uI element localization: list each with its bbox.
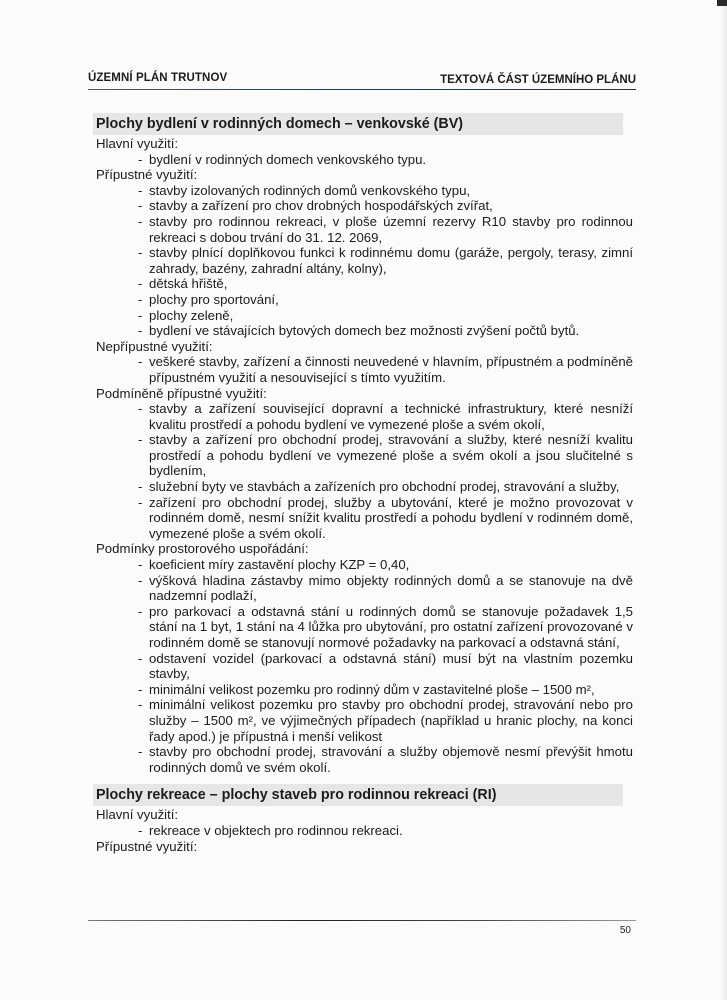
list-item: - plochy pro sportování, <box>138 292 633 308</box>
list-item: - minimální velikost pozemku pro stavby pro obchodní prodej, stravování nebo pro služby – 1500 m², ve výjimečných případech (například u hranic plochy, na konci řady apod.) je přípustná i menší velikost <box>138 697 633 744</box>
list-item: - bydlení ve stávajících bytových domech bez možnosti zvýšení počtů bytů. <box>138 323 633 339</box>
list-item: - plochy zeleně, <box>138 308 633 324</box>
list-item: - veškeré stavby, zařízení a činnosti neuvedené v hlavním, přípustném a podmíněně přípustném využití a nesouvisející s tímto využitím. <box>138 354 633 385</box>
list-item: - rekreace v objektech pro rodinnou rekreaci. <box>138 823 633 839</box>
list-hlavni <box>88 152 633 168</box>
list-podminky <box>88 557 633 775</box>
list-item: - stavby a zařízení pro obchodní prodej, stravování a služby, které nesníží kvalitu prostředí a pohodu bydlení ve vymezené ploše a svém okolí a jsou slučitelné s bydlením, <box>138 432 633 479</box>
page-content <box>88 113 633 854</box>
list-item: - zařízení pro obchodní prodej, služby a ubytování, které je možno provozovat v rodinném domě, nesmí snížit kvalitu prostředí a pohodu bydlení v rodinném domě, vymezené ploše a svém okolí. <box>138 495 633 542</box>
group-label-podminene: Podmíněně přípustné využití: <box>96 385 267 401</box>
list-hlavni <box>88 823 633 839</box>
section-bv <box>88 113 633 775</box>
group-label-hlavni: Hlavní využití: <box>96 136 179 151</box>
list-item: - koeficient míry zastavění plochy KZP = 0,40, <box>138 557 633 573</box>
list-nepripustne <box>88 354 633 385</box>
list-item: - odstavení vozidel (parkovací a odstavná stání) musí být na vlastním pozemku stavby, <box>138 651 633 682</box>
page-header <box>88 72 636 90</box>
list-item: - služební byty ve stavbách a zařízeních pro obchodní prodej, stravování a služby, <box>138 479 633 495</box>
list-item: - dětská hřiště, <box>138 276 633 292</box>
list-item: - výšková hladina zástavby mimo objekty rodinných domů a se stanovuje na dvě nadzemní podlaží, <box>138 573 633 604</box>
list-item: - stavby a zařízení související dopravní a technické infrastruktury, které nesníží kvalitu prostředí a pohodu bydlení ve vymezené ploše a svém okolí, <box>138 401 633 432</box>
header-divider <box>88 89 636 90</box>
scan-edge-shadow <box>721 0 727 1000</box>
document-part-title: TEXTOVÁ ČÁST ÚZEMNÍHO PLÁNU <box>440 74 636 86</box>
page-number: 50 <box>619 925 631 936</box>
footer-divider <box>88 920 636 921</box>
list-item: - stavby pro obchodní prodej, stravování a služby objemově nesmí převýšit hmotu rodinných domů ve svém okolí. <box>138 744 633 775</box>
section-title: Plochy rekreace – plochy staveb pro rodinnou rekreaci (RI) <box>93 784 623 806</box>
list-item: - stavby pro rodinnou rekreaci, v ploše územní rezervy R10 stavby pro rodinnou rekreaci s dobou trvání do 31. 12. 2069, <box>138 214 633 245</box>
list-item: - stavby izolovaných rodinných domů venkovského typu, <box>138 183 633 199</box>
group-label-pripustne: Přípustné využití: <box>96 838 198 854</box>
list-item: - minimální velikost pozemku pro rodinný dům v zastavitelné ploše – 1500 m², <box>138 682 633 698</box>
list-podminene <box>88 401 633 541</box>
group-label-nepripustne: Nepřípustné využití: <box>96 338 213 354</box>
group-label-podminky: Podmínky prostorového uspořádání: <box>96 541 309 557</box>
document-title: ÚZEMNÍ PLÁN TRUTNOV <box>88 72 228 84</box>
group-label-hlavni: Hlavní využití: <box>96 807 179 823</box>
list-item: - stavby a zařízení pro chov drobných hospodářských zvířat, <box>138 198 633 214</box>
scan-edge-mark <box>717 0 727 6</box>
list-item: - bydlení v rodinných domech venkovského typu. <box>138 152 633 168</box>
section-ri <box>88 784 633 854</box>
list-item: - pro parkovací a odstavná stání u rodinných domů se stanovuje požadavek 1,5 stání na 1 byt, 1 stání na 4 lůžka pro ubytování, pro ostatní zařízení provozované v rodinném domě se stanovují normové požadavky na parkovací a odstavná stání, <box>138 604 633 651</box>
list-item: - stavby plnící doplňkovou funkci k rodinnému domu (garáže, pergoly, terasy, zimní zahrady, bazény, zahradní altány, kolny), <box>138 245 633 276</box>
section-title: Plochy bydlení v rodinných domech – venkovské (BV) <box>93 113 623 135</box>
list-pripustne <box>88 183 633 339</box>
group-label-pripustne: Přípustné využití: <box>96 167 198 183</box>
